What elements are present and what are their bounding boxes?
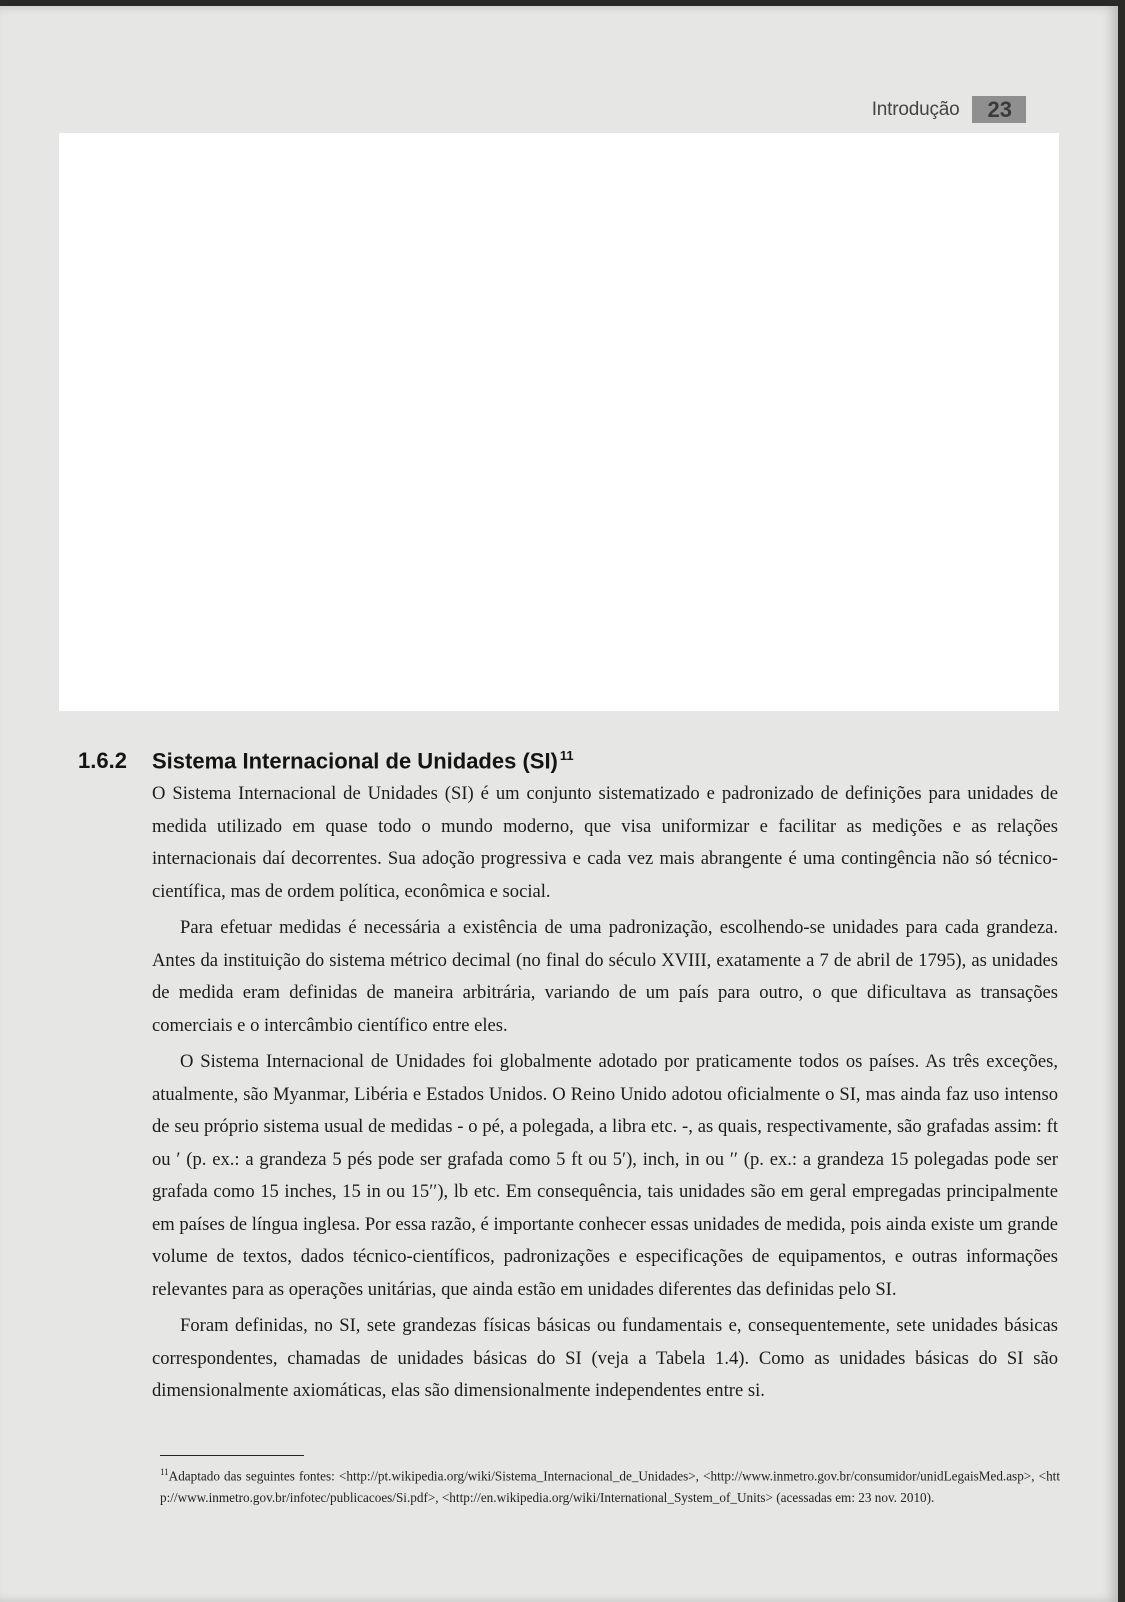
paragraph: O Sistema Internacional de Unidades foi globalmente adotado por praticamente todos os países. As três exceções, atualmente, são Myanmar, Libéria e Estados Unidos. O Reino Unido adotou oficialmente o SI, mas ainda faz uso intenso de seu próprio sistema usual de medidas - o pé, a polegada, a libra etc. -, as quais, respectivamente, são grafadas assim: ft ou ′ (p. ex.: a grandeza 5 pés pode ser grafada como 5 ft ou 5′), inch, in ou ′′ (p. ex.: a grandeza 15 polegadas pode ser grafada como 15 inches, 15 in ou 15′′), lb etc. Em consequência, tais unidades são em geral empregadas principalmente em países de língua inglesa. Por essa razão, é importante conhecer essas unidades de medida, pois ainda existe um grande volume de textos, dados técnico-científicos, padronizações e especificações de equipamentos, e outras informações relevantes para as operações unitárias, que ainda estão em unidades diferentes das definidas pelo SI. xyxy=(152,1051,1058,1300)
page-number: 23 xyxy=(972,96,1026,123)
footnote-marker: 11 xyxy=(160,1467,169,1477)
running-title: Introdução xyxy=(871,98,960,120)
body-text xyxy=(152,778,1058,1412)
footnote-reference[interactable]: 11 xyxy=(559,748,574,763)
paragraph: Foram definidas, no SI, sete grandezas físicas básicas ou fundamentais e, consequentemente, sete unidades básicas correspondentes, chamadas de unidades básicas do SI (veja a Tabela 1.4). Como as unidades básicas do SI são dimensionalmente axiomáticas, elas são dimensionalmente independentes entre si. xyxy=(152,1315,1058,1401)
paragraph: Para efetuar medidas é necessária a existência de uma padronização, escolhendo-se unidades para cada grandeza. Antes da instituição do sistema métrico decimal (no final do século XVIII, exatamente a 7 de abril de 1795), as unidades de medida eram definidas de maneira arbitrária, variando de um país para outro, o que dificultava as transações comerciais e o intercâmbio científico entre eles. xyxy=(152,917,1058,1036)
section-heading xyxy=(78,748,1058,774)
section-number: 1.6.2 xyxy=(78,748,127,774)
footnote-divider xyxy=(160,1455,304,1456)
section-title-text: Sistema Internacional de Unidades (SI) xyxy=(152,748,558,774)
blank-figure-area xyxy=(59,133,1059,711)
footnote xyxy=(160,1461,1060,1509)
book-page xyxy=(0,6,1118,1602)
section-title xyxy=(152,748,574,774)
footnote-text: Adaptado das seguintes fontes: <http://pt.wikipedia.org/wiki/Sistema_Internacional_de_Unidades>, <http://www.inmetro.gov.br/consumidor/unidLegaisMed.asp>, <http://www.inmetro.gov.br/infotec/publicacoes/Si.pdf>, <http://en.wikipedia.org/wiki/International_System_of_Units> (acessadas em: 23 nov. 2010). xyxy=(160,1468,1060,1506)
paragraph: O Sistema Internacional de Unidades (SI) é um conjunto sistematizado e padronizado de definições para unidades de medida utilizado em quase todo o mundo moderno, que visa uniformizar e facilitar as medições e as relações internacionais daí decorrentes. Sua adoção progressiva e cada vez mais abrangente é uma contingência não só técnico-científica, mas de ordem política, econômica e social. xyxy=(152,783,1058,902)
page-header xyxy=(872,96,1026,123)
